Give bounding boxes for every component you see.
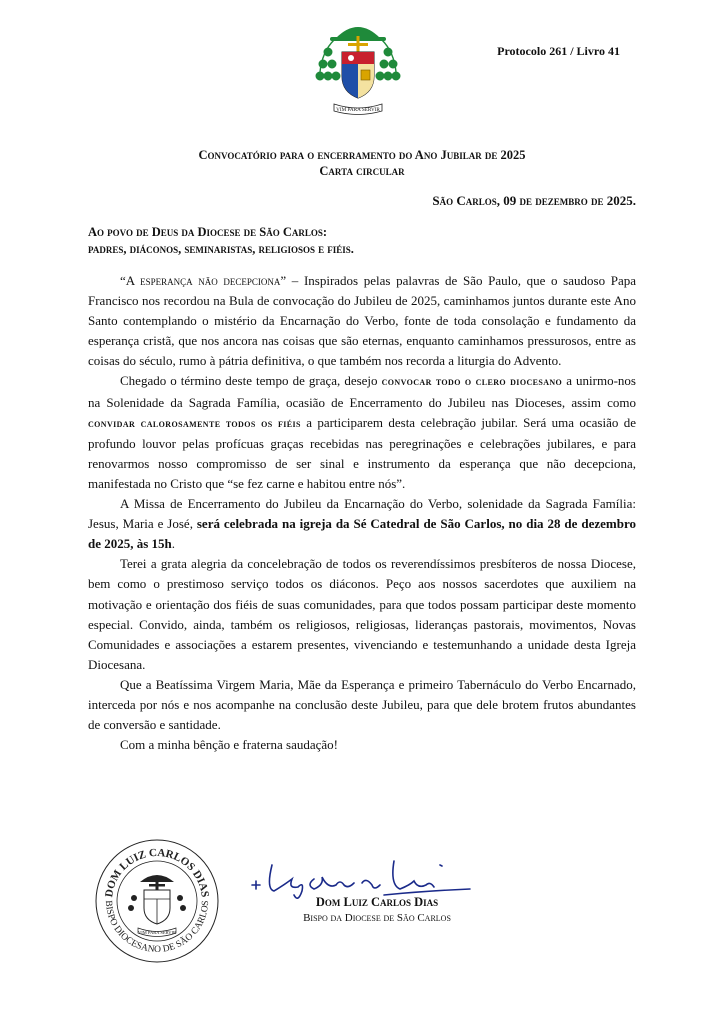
document-title bbox=[0, 147, 724, 179]
paragraph-3-emphasis: será celebrada na igreja da Sé Catedral de São Carlos, no dia 28 de dezembro de 2025, às 15h bbox=[88, 516, 636, 552]
coat-motto: VIM PARA SERVIR bbox=[336, 107, 380, 113]
paragraph-1-text: – Inspirados pelas palavras de São Paulo, que o saudoso Papa Francisco nos recordou na Bula de convocação do Jubileu de 2025, caminhamos juntos durante este Ano Santo contemplando o mistério da Encarnação do Verbo, fonte de toda consolação e fundamento da esperança cristã, que nos ancora nas coisas que são eternas, enquanto caminhamos pressurosos, entre as coisas do século, rumo à pátria definitiva, o que também nos recorda a liturgia do Advento. bbox=[88, 273, 636, 369]
address-line-1: Ao povo de Deus da Diocese de São Carlos: bbox=[88, 225, 328, 239]
title-line-1: Convocatório para o encerramento do Ano Jubilar de 2025 bbox=[198, 148, 526, 162]
address-block bbox=[88, 224, 354, 258]
paragraph-3-part-a: A Missa de Encerramento do Jubileu da Encarnação do Verbo, solenidade da Sagrada Família: Jesus, Maria e José, bbox=[88, 496, 636, 532]
signer-title: Bispo da Diocese de São Carlos bbox=[303, 912, 451, 924]
paragraph-3 bbox=[88, 494, 636, 554]
signer-block bbox=[282, 895, 472, 924]
paragraph-5: Que a Beatíssima Virgem Maria, Mãe da Esperança e primeiro Tabernáculo do Verbo Encarnado, interceda por nós e nos acompanhe na conclusão deste Jubileu, para que dele brotem frutos abundantes de conversão e santidade. bbox=[88, 676, 636, 733]
coat-of-arms bbox=[308, 12, 408, 120]
paragraph-3-part-c: . bbox=[171, 536, 176, 552]
seal-bottom-text: BISPO DIOCESANO DE SÃO CARLOS bbox=[102, 900, 212, 956]
paragraph-1 bbox=[88, 271, 636, 371]
paragraph-6: Com a minha bênção e fraterna saudação! bbox=[120, 737, 339, 753]
paragraph-2-emphasis-2: convidar calorosamente todos os fiéis bbox=[88, 417, 301, 430]
seal-top-text: DOM LUIZ CARLOS DIAS bbox=[103, 846, 211, 899]
paragraph-2-emphasis-1: convocar todo o clero diocesano bbox=[381, 376, 563, 389]
address-line-2: padres, diáconos, seminaristas, religiosos e fiéis. bbox=[88, 242, 354, 256]
paragraph-2-part-a: Chegado o término deste tempo de graça, desejo bbox=[120, 373, 382, 389]
letter-body bbox=[88, 271, 636, 755]
title-line-2: Carta circular bbox=[319, 164, 405, 178]
protocol-number: Protocolo 261 / Livro 41 bbox=[497, 44, 620, 58]
episcopal-seal bbox=[94, 838, 220, 964]
seal-motto: VIM PARA SERVIR bbox=[138, 930, 176, 935]
paragraph-2-part-e: a participarem desta celebração jubilar. Será uma ocasião de profundo louvor pelas profícuas graças recebidas nas peregrinações e celebrações jubilares, e para renovarmos nosso compromisso de ser sinal e instrumento da esperança que não decepciona, manifestada no Cristo que “se fez carne e habitou entre nós”. bbox=[88, 414, 636, 491]
paragraph-2-part-c: a unirmo-nos na Solenidade da Sagrada Família, ocasião de Encerramento do Jubileu nas Dioceses, assim como bbox=[88, 373, 636, 410]
paragraph-1-lead: “A esperança não decepciona” bbox=[120, 273, 287, 288]
paragraph-4: Terei a grata alegria da concelebração de todos os reverendíssimos presbíteros de nossa Diocese, bem como o prestimoso serviço todos os diáconos. Peço aos nossos sacerdotes que auxiliem na motivação e orientação dos fiéis de suas comunidades, para que todos possam participar deste momento especial. Convido, ainda, também os religiosos, religiosas, lideranças pastorais, movimentos, Novas Comunidades e associações a estarem presentes, vivenciando e testemunhando a unidade desta Igreja Diocesana. bbox=[88, 556, 636, 672]
paragraph-2 bbox=[88, 371, 636, 494]
signer-name: Dom Luiz Carlos Dias bbox=[315, 895, 439, 909]
date-line: São Carlos, 09 de dezembro de 2025. bbox=[432, 193, 636, 208]
